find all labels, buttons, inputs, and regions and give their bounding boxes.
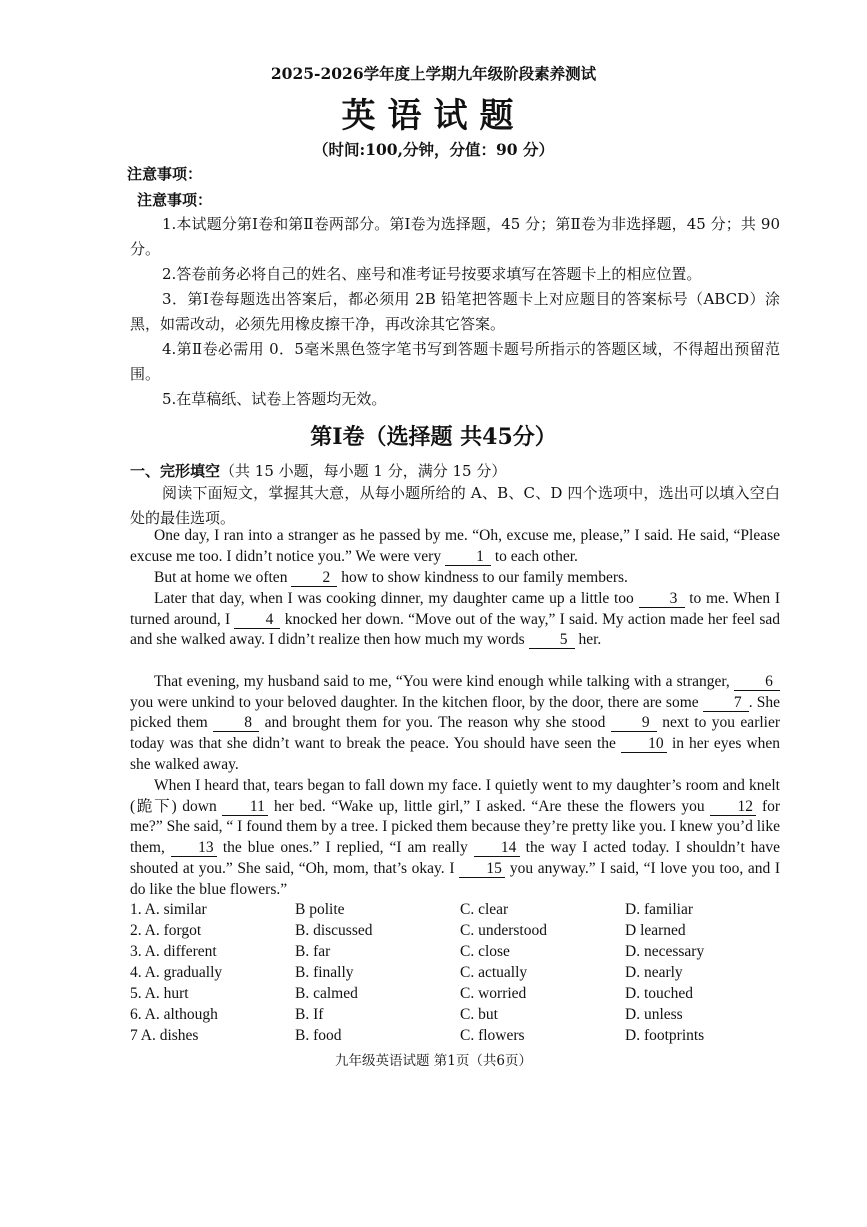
blank-7: 7 xyxy=(703,695,749,712)
option-b: B polite xyxy=(295,901,345,918)
blank-5: 5 xyxy=(529,632,575,649)
option-row xyxy=(130,983,790,1004)
blank-6: 6 xyxy=(734,674,780,691)
option-b: B. finally xyxy=(295,964,354,981)
option-d: D. unless xyxy=(625,1006,683,1023)
section-title: 第Ⅰ卷（选择题 共45分） xyxy=(310,424,557,450)
option-row xyxy=(130,899,790,920)
option-d: D learned xyxy=(625,922,686,939)
option-a: 2. A. forgot xyxy=(130,922,202,939)
notes-heading-repeat: 注意事项： xyxy=(137,191,213,209)
option-b: B. calmed xyxy=(295,985,358,1002)
notes-heading: 注意事项： xyxy=(127,165,203,183)
passage-paragraph-4: That evening, my husband said to me, “You were kind enough while talking with a stranger, 6 you were unkind to your beloved daughter. In the kitchen floor, by the door, there are some 7 . She picked them 8 and brought them for you. The reason why she stood 9 next to you earlier today was that she didn’t want to break the peace. You should have seen the 10 in her eyes when she walked away. xyxy=(130,673,781,773)
part-heading xyxy=(130,460,506,481)
blank-3: 3 xyxy=(639,591,685,608)
option-c: C. clear xyxy=(460,901,509,918)
option-a: 1. A. similar xyxy=(130,901,207,918)
option-d: D. necessary xyxy=(625,943,705,960)
option-d: D. footprints xyxy=(625,1027,705,1044)
option-d: D. nearly xyxy=(625,964,683,981)
option-c: C. close xyxy=(460,943,510,960)
option-a: 4. A. gradually xyxy=(130,964,223,981)
option-row xyxy=(130,941,790,962)
option-row xyxy=(130,1004,790,1025)
exam-title: 英语试题 xyxy=(341,96,526,136)
option-a: 7 A. dishes xyxy=(130,1027,199,1044)
option-a: 5. A. hurt xyxy=(130,985,189,1002)
option-row xyxy=(130,1025,790,1046)
passage-paragraph-1: One day, I ran into a stranger as he passed by me. “Oh, excuse me, please,” I said. He said, “Please excuse me too. I didn’t notice you.” We were very 1 to each other. xyxy=(130,527,780,565)
blank-11: 11 xyxy=(222,799,268,816)
option-a: 6. A. although xyxy=(130,1006,218,1023)
exam-header: 2025-2026学年度上学期九年级阶段素养测试 xyxy=(270,64,597,83)
part-title: 一、完形填空 xyxy=(130,462,221,480)
blank-13: 13 xyxy=(171,840,217,857)
passage-paragraph-3: Later that day, when I was cooking dinner, my daughter came up a little too 3 to me. When I turned around, I 4 knocked her down. “Move out of the way,” I said. My action made her feel sad and she walked away. I didn’t realize then how much my words 5 her. xyxy=(130,590,781,649)
options-table xyxy=(130,899,790,1046)
blank-4: 4 xyxy=(234,612,280,629)
option-c: C. worried xyxy=(460,985,527,1002)
option-b: B. If xyxy=(295,1006,324,1023)
blank-14: 14 xyxy=(474,840,520,857)
note-item-2: 2.答卷前务必将自己的姓名、座号和准考证号按要求填写在答题卡上的相应位置。 xyxy=(162,265,702,283)
option-c: C. understood xyxy=(460,922,547,939)
part-info: （共 15 小题，每小题 1 分，满分 15 分） xyxy=(220,462,507,480)
option-d: D. touched xyxy=(625,985,694,1002)
option-b: B. far xyxy=(295,943,331,960)
blank-12: 12 xyxy=(710,799,756,816)
blank-8: 8 xyxy=(213,715,259,732)
option-c: C. actually xyxy=(460,964,528,981)
note-item-1: 1.本试题分第Ⅰ卷和第Ⅱ卷两部分。第Ⅰ卷为选择题，45 分；第Ⅱ卷为非选择题，45 分；共 90 分。 xyxy=(130,215,780,258)
part-instruction: 阅读下面短文，掌握其大意，从每小题所给的 A、B、C、D 四个选项中，选出可以填入空白处的最佳选项。 xyxy=(130,484,780,527)
option-c: C. flowers xyxy=(460,1027,525,1044)
blank-2: 2 xyxy=(291,570,337,587)
blank-10: 10 xyxy=(621,736,667,753)
blank-1: 1 xyxy=(445,549,491,566)
note-item-3: 3．第Ⅰ卷每题选出答案后，都必须用 2B 铅笔把答题卡上对应题目的答案标号（ABCD）涂黑，如需改动，必须先用橡皮擦干净，再改涂其它答案。 xyxy=(130,290,780,333)
option-a: 3. A. different xyxy=(130,943,217,960)
option-row xyxy=(130,962,790,983)
option-row xyxy=(130,920,790,941)
option-c: C. but xyxy=(460,1006,498,1023)
option-b: B. food xyxy=(295,1027,342,1044)
blank-9: 9 xyxy=(611,715,657,732)
passage-paragraph-2: But at home we often 2 how to show kindness to our family members. xyxy=(154,569,628,586)
note-item-5: 5.在草稿纸、试卷上答题均无效。 xyxy=(162,390,387,408)
exam-time-line: （时间:100,分钟，分值：90 分） xyxy=(313,140,554,159)
option-b: B. discussed xyxy=(295,922,373,939)
passage-paragraph-5: When I heard that, tears began to fall down my face. I quietly went to my daughter’s room and knelt (跪下) down 11 her bed. “Wake up, little girl,” I asked. “Are these the flowers you 12 for me?” She said, “ I found them by a tree. I picked them because they’re pretty like you. I knew you’d like them, 13 the blue ones.” I replied, “I am really 14 the way I acted today. I shouldn’t have shouted at you.” She said, “Oh, mom, that’s okay. I 15 you anyway.” I said, “I love you too, and I do like the blue flowers.” xyxy=(130,777,781,898)
note-item-4: 4.第Ⅱ卷必需用 0．5毫米黑色签字笔书写到答题卡题号所指示的答题区域，不得超出预留范围。 xyxy=(130,340,780,383)
option-d: D. familiar xyxy=(625,901,694,918)
blank-15: 15 xyxy=(459,861,505,878)
page-footer: 九年级英语试题 第1页（共6页） xyxy=(335,1053,532,1069)
